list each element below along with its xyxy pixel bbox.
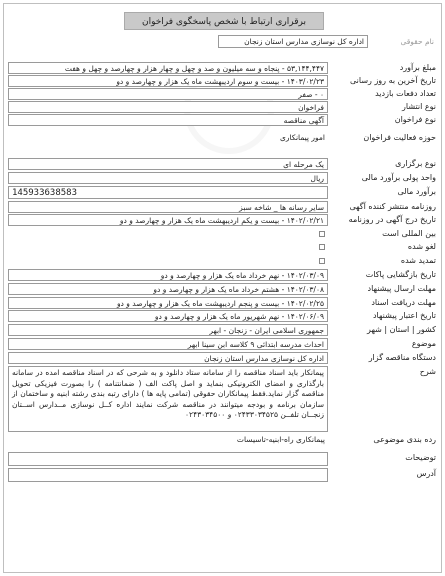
detail-value[interactable]: ۰ - صفر (8, 88, 328, 100)
detail-row (8, 214, 438, 226)
detail-value[interactable]: ۱۴۰۲/۰۲/۲۵ - بیست و پنجم اردیبهشت ماه یک هزار و چهارصد و دو (8, 297, 328, 309)
detail-label: توضیحات (405, 453, 436, 462)
detail-row (8, 88, 438, 100)
detail-label: دستگاه مناقصه گزار (368, 353, 436, 362)
detail-row (8, 255, 438, 267)
detail-label: کشور | استان | شهر (367, 325, 436, 334)
detail-label: برآورد مالی (397, 187, 436, 196)
detail-label: آدرس (416, 469, 436, 478)
checkbox[interactable] (319, 258, 325, 264)
detail-value[interactable]: ۱۴۰۲/۰۲/۲۱ - بیست و یکم اردیبهشت ماه یک هزار و چهارصد و دو (8, 214, 328, 226)
detail-label: موضوع (411, 339, 436, 348)
detail-row (8, 452, 438, 466)
detail-value[interactable]: ریال (8, 172, 328, 184)
detail-row (8, 158, 438, 170)
detail-label: تعداد دفعات بازدید (375, 89, 436, 98)
detail-checkbox-cell (8, 255, 328, 267)
detail-row (8, 338, 438, 350)
detail-label: بین المللی است (382, 229, 436, 238)
detail-label: تاریخ اعتبار پیشنهاد (372, 311, 436, 320)
checkbox[interactable] (319, 231, 325, 237)
detail-value[interactable]: یک مرحله ای (8, 158, 328, 170)
checkbox[interactable] (319, 244, 325, 250)
detail-row (8, 324, 438, 336)
detail-value[interactable]: جمهوری اسلامی ایران - زنجان - ابهر (8, 324, 328, 336)
detail-value[interactable] (8, 468, 328, 482)
detail-row (8, 172, 438, 184)
org-row (8, 35, 438, 48)
detail-label: تاریخ آخرین به روز رسانی (350, 76, 436, 85)
org-name-field[interactable]: اداره کل نوسازی مدارس استان زنجان (218, 35, 368, 48)
detail-row (8, 297, 438, 309)
detail-checkbox-cell (8, 228, 328, 240)
detail-value[interactable]: فراخوان (8, 101, 328, 113)
detail-row (8, 186, 438, 199)
detail-value: پیمانکاری راه-ابنیه-تاسیسات (236, 435, 325, 444)
detail-row (8, 283, 438, 295)
detail-row (8, 101, 438, 113)
detail-value[interactable]: ۵۳,۱۴۴,۴۴۷ - پنجاه و سه میلیون و صد و چهل و چهار هزار و چهارصد و چهل و هفت (8, 62, 328, 74)
contact-responder-button[interactable]: برقراری ارتباط با شخص پاسخگوی فراخوان (124, 12, 324, 30)
detail-label: مبلغ برآورد (399, 63, 436, 72)
detail-label: شرح (419, 367, 436, 376)
detail-label: مهلت دریافت اسناد (371, 298, 436, 307)
detail-value[interactable]: ۱۴۰۲/۰۶/۰۹ - نهم شهریور ماه یک هزار و چهارصد و دو (8, 310, 328, 322)
detail-label: مهلت ارسال پیشنهاد (367, 284, 436, 293)
detail-value[interactable]: اداره کل نوسازی مدارس استان زنجان (8, 352, 328, 364)
detail-label: تاریخ درج آگهی در روزنامه (348, 215, 436, 224)
detail-row (8, 75, 438, 87)
detail-label: نوع انتشار (402, 102, 436, 111)
detail-row (8, 241, 438, 253)
detail-row (8, 352, 438, 364)
detail-label: لغو شده (407, 242, 436, 251)
detail-value[interactable]: ۱۴۰۲/۰۳/۰۸ - هشتم خرداد ماه یک هزار و چهارصد و دو (8, 283, 328, 295)
detail-row (8, 434, 438, 446)
detail-value[interactable]: ۱۴۰۳/۰۲/۲۳ - بیست و سوم اردیبهشت ماه یک هزار و چهارصد و دو (8, 75, 328, 87)
detail-label: نوع برگزاری (395, 159, 436, 168)
detail-label: رده بندی موضوعی (373, 435, 436, 444)
detail-row (8, 228, 438, 240)
detail-value[interactable]: سایر رسانه ها _ شاخه سبز (8, 201, 328, 213)
detail-checkbox-cell (8, 241, 328, 253)
detail-value[interactable]: احداث مدرسه ابتدائی ۹ کلاسه ابن سینا ابهر (8, 338, 328, 350)
detail-value[interactable] (8, 452, 328, 466)
detail-row (8, 201, 438, 213)
detail-label: روزنامه منتشر کننده آگهی (349, 202, 436, 211)
detail-label: واحد پولی برآورد مالی (361, 173, 436, 182)
detail-row (8, 310, 438, 322)
detail-row (8, 468, 438, 482)
detail-label: تاریخ بازگشایی پاکات (365, 270, 436, 279)
detail-value[interactable]: 145933638583 (8, 186, 328, 199)
detail-value[interactable]: پیمانکار باید اسناد مناقصه را از سامانه ستاد دانلود و به شرحی که در اسناد مناقصه امده در سامانه بارگذاری و امضای الکترونیکی بنماید و اصل پاکت الف ( ضمانتنامه ) را بصورت فیزیکی تحویل مناقصه گزار نماید.فقط پیمانکاران حقوقی (تمامی پایه ها ) دارای رتبه بندی رشته ابنیه و ساختمان از سازمان برنامه و بودجه میتوانند در مناقصه شرکت نمایند اداره کــل نوسازی مــدارس اســتان زنجــان تلفــن ۰۲۴۳۳۰۳۴۵۲۵ و ۰۲۴۳۰۳۴۵۰۰ (8, 366, 328, 432)
detail-label: حوزه فعالیت فراخوان (363, 133, 436, 142)
detail-value[interactable]: ۱۴۰۲/۰۳/۰۹ - نهم خرداد ماه یک هزار و چهارصد و دو (8, 269, 328, 281)
detail-label: تمدید شده (400, 256, 436, 265)
detail-row (8, 132, 438, 144)
detail-row (8, 62, 438, 74)
detail-label: نوع فراخوان (394, 115, 436, 124)
detail-row (8, 114, 438, 126)
org-label: نام حقوقی (400, 37, 434, 46)
detail-value[interactable]: آگهی مناقصه (8, 114, 328, 126)
detail-row (8, 269, 438, 281)
detail-value: امور پیمانکاری (280, 133, 325, 142)
page-frame (3, 3, 442, 573)
detail-row (8, 366, 438, 432)
